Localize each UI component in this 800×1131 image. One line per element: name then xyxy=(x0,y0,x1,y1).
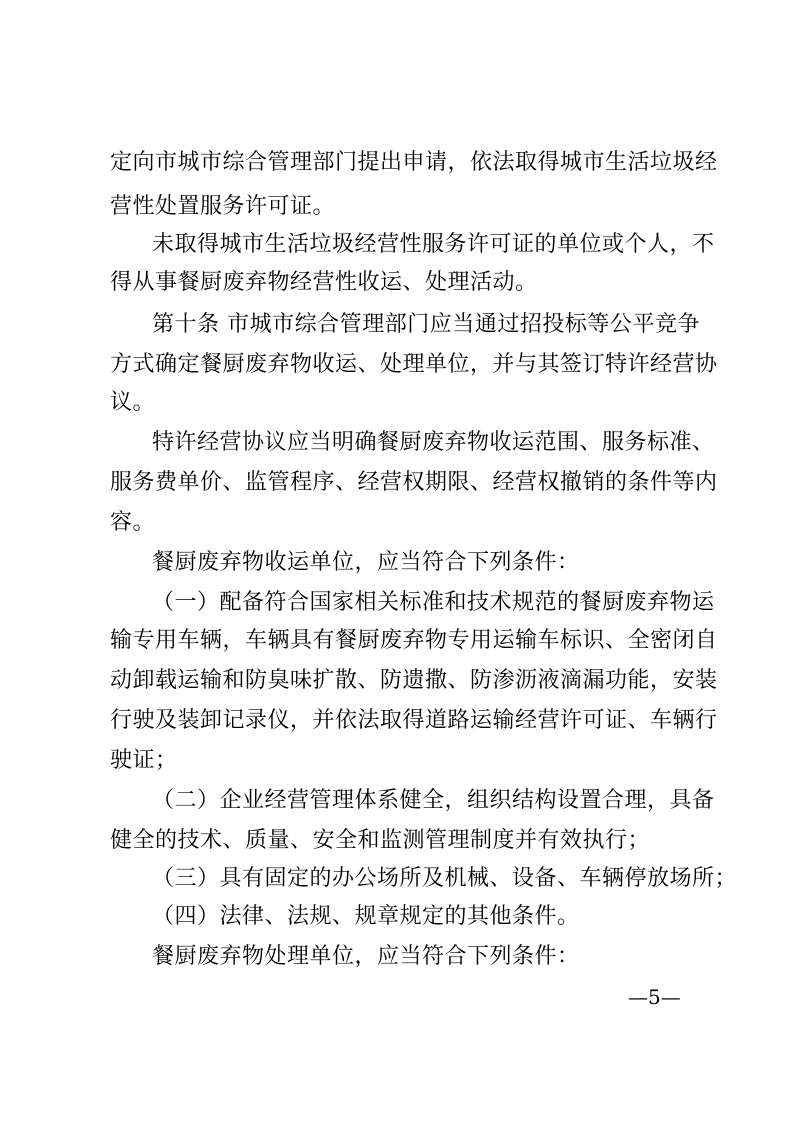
text-line: 得从事餐厨废弃物经营性收运、处理活动。 xyxy=(110,270,538,295)
list-item-line: （三）具有固定的办公场所及机械、设备、车辆停放场所； xyxy=(152,866,738,891)
text-line: 餐厨废弃物处理单位，应当符合下列条件： xyxy=(152,944,580,969)
list-item-line: （二）企业经营管理体系健全，组织结构设置合理，具备 xyxy=(152,788,715,813)
text-line: 未取得城市生活垃圾经营性服务许可证的单位或个人，不 xyxy=(152,232,715,257)
text-line: 方式确定餐厨废弃物收运、处理单位，并与其签订特许经营协 xyxy=(110,352,718,377)
text-line: 特许经营协议应当明确餐厨废弃物收运范围、服务标准、 xyxy=(152,430,715,455)
article-ten-heading-line: 第十条 市城市综合管理部门应当通过招投标等公平竞争 xyxy=(152,312,700,337)
text-line: 服务费单价、监管程序、经营权期限、经营权撤销的条件等内 xyxy=(110,470,718,495)
text-line: 动卸载运输和防臭味扩散、防遗撒、防渗沥液滴漏功能，安装 xyxy=(110,668,718,693)
text-line: 定向市城市综合管理部门提出申请，依法取得城市生活垃圾经 xyxy=(110,150,718,175)
page-number: —5— xyxy=(628,985,681,1009)
list-item-line: （四）法律、法规、规章规定的其他条件。 xyxy=(152,904,580,929)
list-item-line: （一）配备符合国家相关标准和技术规范的餐厨废弃物运 xyxy=(152,590,715,615)
text-line: 议。 xyxy=(110,390,156,415)
text-line: 餐厨废弃物收运单位，应当符合下列条件： xyxy=(152,550,580,575)
text-line: 容。 xyxy=(110,510,156,535)
text-line: 行驶及装卸记录仪，并依法取得道路运输经营许可证、车辆行 xyxy=(110,708,718,733)
text-line: 驶证； xyxy=(110,748,178,773)
text-line: 营性处置服务许可证。 xyxy=(110,194,336,219)
text-line: 输专用车辆，车辆具有餐厨废弃物专用运输车标识、全密闭自 xyxy=(110,628,718,653)
text-line: 健全的技术、质量、安全和监测管理制度并有效执行； xyxy=(110,828,651,853)
